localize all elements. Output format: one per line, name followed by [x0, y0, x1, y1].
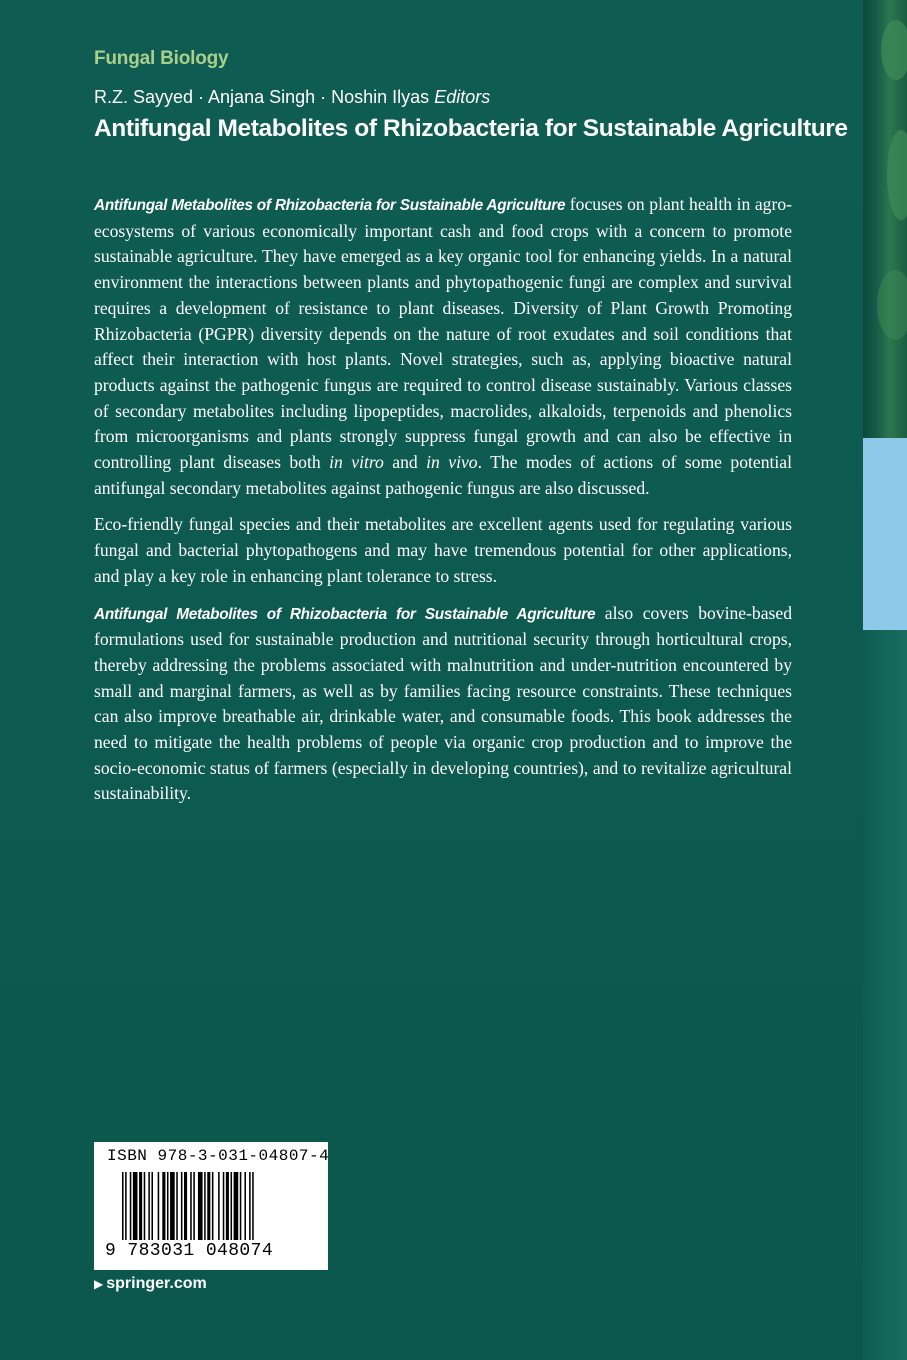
- spine-edge-image: [863, 0, 907, 438]
- description-paragraph-3: [94, 601, 792, 808]
- description-paragraph-1: [94, 192, 792, 501]
- barcode-bar: [226, 1172, 229, 1240]
- editors-label: Editors: [434, 87, 491, 107]
- isbn-barcode: [94, 1142, 328, 1270]
- arrow-right-icon: ▶: [94, 1277, 104, 1291]
- description-paragraph-2: Eco-friendly fungal species and their metabolites are excellent agents used for regulating various fungal and bacterial phytopathogens and may have tremendous potential for other applications, and play a key role in enhancing plant tolerance to stress.: [94, 514, 792, 586]
- barcode-bar: [130, 1172, 132, 1240]
- isbn-number: ISBN 978-3-031-04807-4: [107, 1147, 330, 1165]
- series-name: Fungal Biology: [94, 48, 229, 69]
- barcode-bar: [162, 1172, 165, 1240]
- paragraph-text: and: [383, 452, 427, 473]
- barcode-bar: [193, 1172, 195, 1240]
- leaf-blob: [887, 130, 907, 220]
- spine-edge-blue-band: [863, 438, 907, 630]
- editors-line: [94, 87, 490, 108]
- barcode-bar: [218, 1172, 220, 1240]
- barcode-bar: [212, 1172, 214, 1240]
- barcode-bar: [181, 1172, 183, 1240]
- description: [94, 192, 792, 818]
- barcode-bar: [133, 1172, 138, 1240]
- barcode-bar: [190, 1172, 192, 1240]
- book-title-inline: Antifungal Metabolites of Rhizobacteria for Sustainable Agriculture: [94, 197, 566, 214]
- barcode-bar: [170, 1172, 175, 1240]
- spine-edge-lower: [863, 630, 907, 1360]
- book-title: Antifungal Metabolites of Rhizobacteria for Sustainable Agriculture: [94, 115, 848, 142]
- barcode-bar: [244, 1172, 246, 1240]
- in-vivo-term: in vivo: [426, 452, 478, 473]
- barcode-bar: [184, 1172, 187, 1240]
- barcode-bar: [234, 1172, 239, 1240]
- barcode-bar: [144, 1172, 146, 1240]
- book-title-inline: Antifungal Metabolites of Rhizobacteria for Sustainable Agriculture: [94, 605, 596, 623]
- barcode-bar: [125, 1172, 127, 1240]
- barcode-bar: [249, 1172, 251, 1240]
- barcode-bar: [198, 1172, 203, 1240]
- barcode-bar: [122, 1172, 124, 1240]
- barcode-digits: 9 783031 048074: [105, 1241, 274, 1261]
- barcode-bar: [167, 1172, 169, 1240]
- in-vitro-term: in vitro: [329, 452, 384, 473]
- leaf-blob: [877, 270, 907, 340]
- barcode-bar: [231, 1172, 233, 1240]
- barcode-bar: [207, 1172, 210, 1240]
- publisher-link[interactable]: [94, 1275, 207, 1293]
- publisher-link-label: springer.com: [106, 1275, 207, 1292]
- barcode-bar: [158, 1172, 160, 1240]
- barcode-bar: [204, 1172, 206, 1240]
- barcode-bar: [148, 1172, 150, 1240]
- editor-names: R.Z. Sayyed · Anjana Singh · Noshin Ilyas: [94, 87, 430, 107]
- leaf-blob: [881, 20, 907, 80]
- barcode-bar: [151, 1172, 153, 1240]
- paragraph-text: . The modes of actions of some potential antifungal secondary metabolites against pathogenic fungus are also discussed.: [94, 452, 792, 498]
- barcode-bar: [176, 1172, 178, 1240]
- barcode-bar: [240, 1172, 242, 1240]
- barcode-bar: [139, 1172, 142, 1240]
- barcode-bar: [223, 1172, 225, 1240]
- paragraph-text: also covers bovine-based formulations used for sustainable production and nutritional security through horticultural crops, thereby addressing the problems associated with malnutrition and under-nutrition encountered by small and marginal farmers, as well as by families facing resource constraints. These techniques can also improve breathable air, drinkable water, and consumable foods. This book addresses the need to mitigate the health problems of people via organic crop production and to improve the socio-economic status of farmers (especially in developing countries), and to revitalize agricultural sustainability.: [94, 602, 792, 804]
- barcode-bars: [122, 1172, 302, 1240]
- barcode-bar: [252, 1172, 254, 1240]
- paragraph-text: focuses on plant health in agro-ecosystems of various economically important cash and food crops with a concern to promote sustainable agriculture. They have emerged as a key organic tool for enhancing yields. In a natural environment the interactions between plants and phytopathogenic fungi are complex and survival requires a development of resistance to plant diseases. Diversity of Plant Growth Promoting Rhizobacteria (PGPR) diversity depends on the nature of root exudates and soil conditions that affect their interaction with host plants. Novel strategies, such as, applying bioactive natural products against the pathogenic fungus are required to control disease sustainably. Various classes of secondary metabolites including lipopeptides, macrolides, alkaloids, terpenoids and phenolics from microorganisms and plants strongly suppress fungal growth and can also be effective in controlling plant diseases both: [94, 194, 792, 473]
